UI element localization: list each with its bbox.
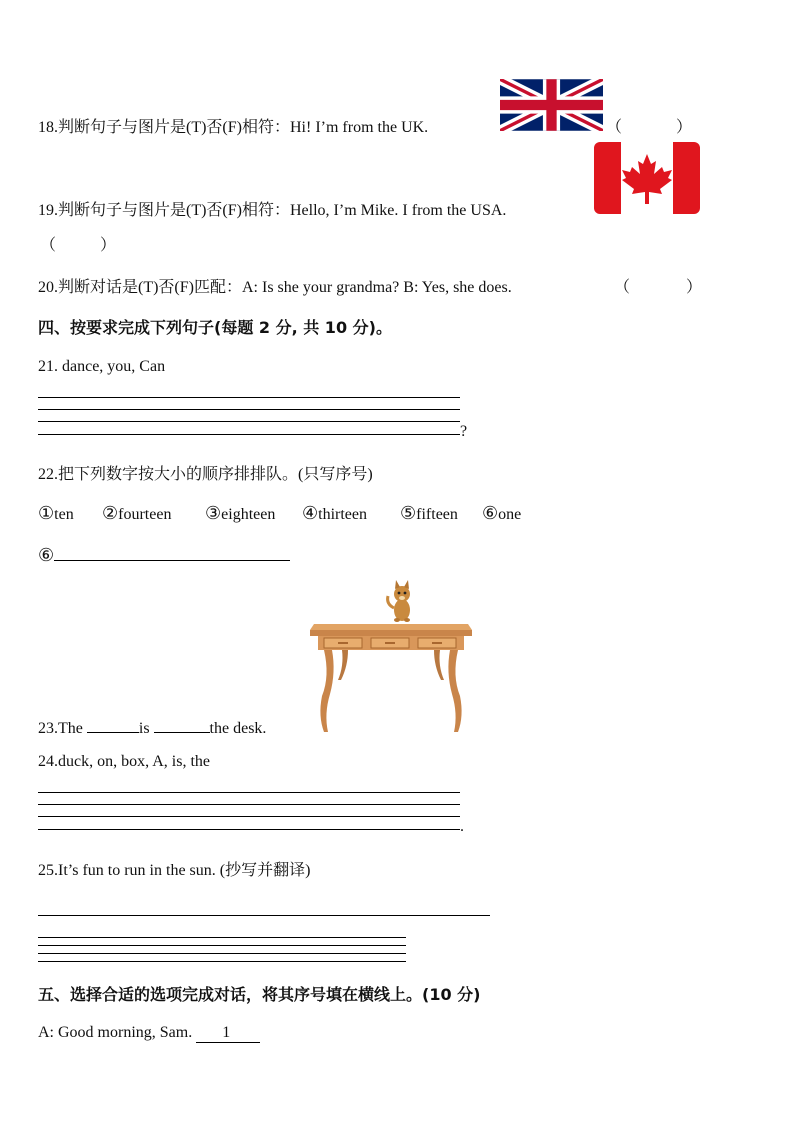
- question-21: 21. dance, you, Can: [38, 358, 166, 375]
- answer-paren-open-19: （: [40, 237, 57, 254]
- number-option-3: ③eighteen: [205, 503, 276, 523]
- answer-line: [38, 816, 460, 817]
- number-option-2: ②fourteen: [102, 503, 172, 523]
- answer-blank[interactable]: [54, 546, 290, 561]
- answer-line: [38, 961, 406, 962]
- number-option-4: ④thirteen: [302, 503, 368, 523]
- answer-line: [38, 409, 460, 410]
- section-4-title: 四、按要求完成下列句子(每题 2 分, 共 10 分)。: [38, 318, 392, 337]
- uk-flag-image: [500, 79, 603, 131]
- answer-line: [38, 829, 460, 830]
- question-23: 23.The is the desk.: [38, 720, 267, 737]
- number-option-1: ①ten: [38, 503, 74, 523]
- answer-line: [38, 953, 406, 954]
- dialog-line: A: Good morning, Sam. 1: [38, 1024, 260, 1043]
- question-22: 22.把下列数字按大小的顺序排排队。(只写序号): [38, 466, 373, 483]
- answer-line: [38, 397, 460, 398]
- answer-line: [38, 434, 460, 435]
- answer-paren-close-18: ）: [676, 119, 693, 136]
- answer-line: [38, 792, 460, 793]
- question-mark: ?: [460, 423, 468, 440]
- answer-paren-close-20: ）: [686, 279, 703, 296]
- answer-blank[interactable]: [87, 718, 139, 733]
- answer-line: [38, 421, 460, 422]
- answer-line: [38, 804, 460, 805]
- question-25: 25.It’s fun to run in the sun. (抄写并翻译): [38, 862, 311, 879]
- dialog-answer-blank[interactable]: 1: [196, 1024, 260, 1043]
- answer-paren-open-20: （: [614, 279, 631, 296]
- period-mark: .: [460, 818, 464, 835]
- answer-blank[interactable]: [154, 718, 210, 733]
- answer-22: ⑥: [38, 545, 290, 566]
- question-24: 24.duck, on, box, A, is, the: [38, 753, 210, 770]
- answer-paren-close-19: ）: [100, 237, 117, 254]
- cat-on-desk-image: [308, 576, 474, 734]
- answer-line: [38, 915, 490, 916]
- answer-line: [38, 937, 406, 938]
- question-18: 18.判断句子与图片是(T)否(F)相符：Hi! I’m from the UK.: [38, 119, 429, 136]
- number-option-5: ⑤fifteen: [400, 503, 458, 523]
- canada-flag-image: [594, 142, 700, 214]
- number-option-6: ⑥one: [482, 503, 522, 523]
- section-5-title: 五、选择合适的选项完成对话，将其序号填在横线上。(10 分): [38, 985, 481, 1004]
- question-20: 20.判断对话是(T)否(F)匹配：A: Is she your grandma? B: Yes, she does.: [38, 279, 512, 296]
- answer-paren-open-18: （: [606, 119, 623, 136]
- answer-line: [38, 945, 406, 946]
- question-19: 19.判断句子与图片是(T)否(F)相符：Hello, I’m Mike. I from the USA.: [38, 202, 507, 219]
